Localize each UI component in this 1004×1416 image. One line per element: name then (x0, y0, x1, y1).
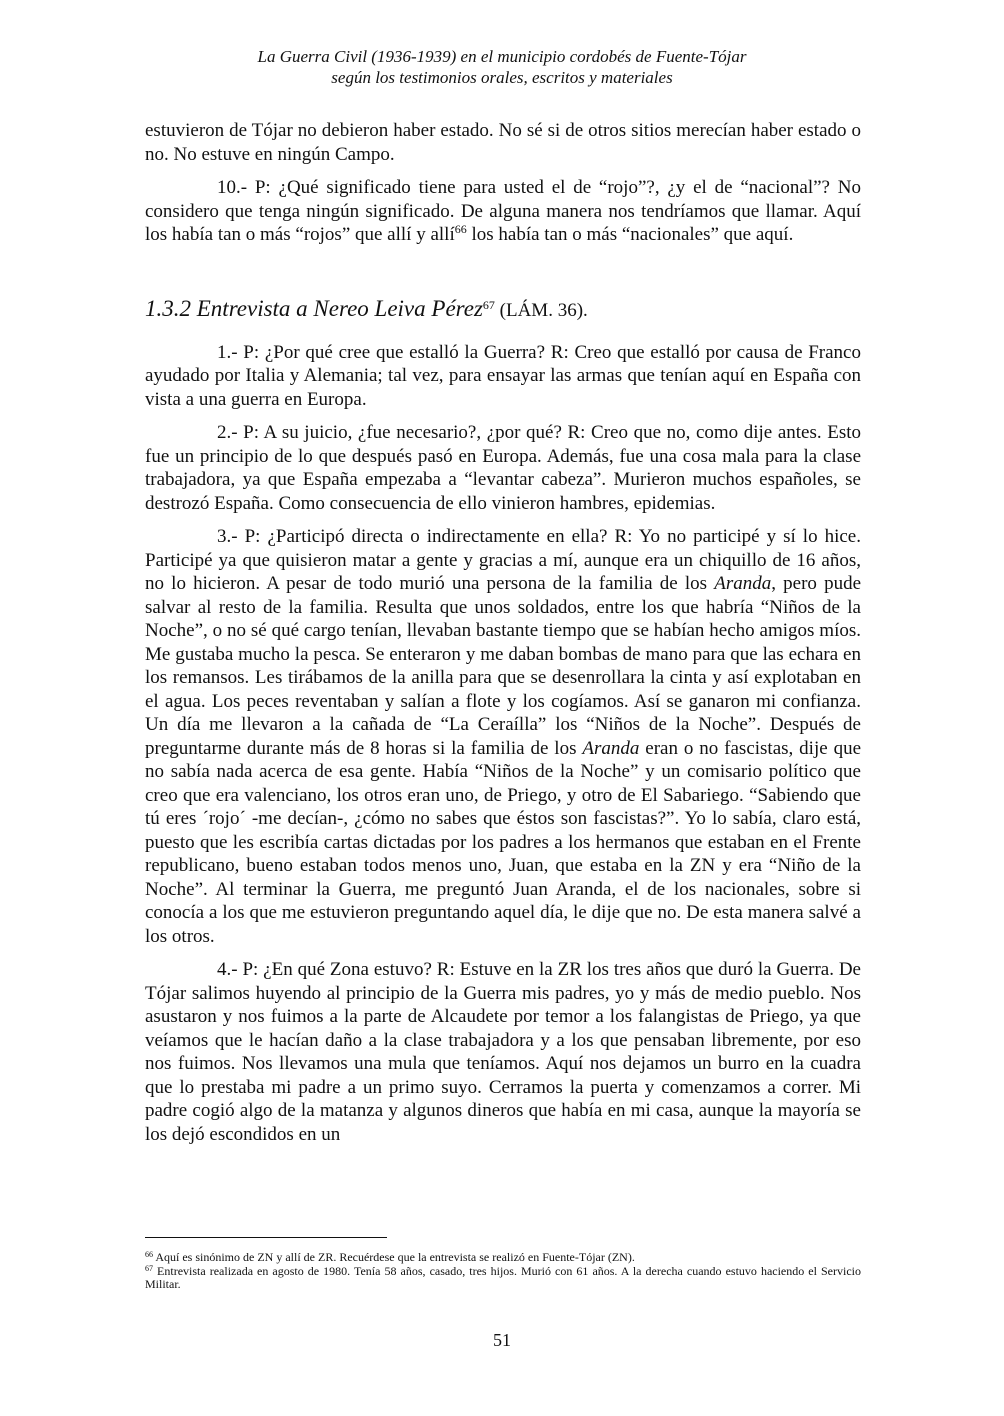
answer-3-text-a: 3.- P: ¿Participó directa o indirectamente en ella? R: Yo no participé y sí lo hice. Participé ya que quisieron matar a gente y gracias a mí, aunque era un chiquillo de 16 años, no lo hicieron. A pesar de todo murió una persona de la familia de los (145, 526, 861, 594)
answer-3 (145, 525, 861, 948)
footnote-66 (145, 1251, 861, 1265)
section-plate-ref: (LÁM. 36). (494, 299, 588, 321)
answer-4: 4.- P: ¿En qué Zona estuvo? R: Estuve en la ZR los tres años que duró la Guerra. De Tójar salimos huyendo al principio de la Guerra mis padres, yo y más de medio pueblo. Nos asustaron y nos fuimos a la parte de Alcaudete por temor a los falangistas de Priego, ya que veíamos que le hacían daño a la clase trabajadora y a los que pensaban libremente, por eso nos fuimos. Nos llevamos una mula que teníamos. Aquí nos dejamos un burro en la cuadra que lo prestaba mi padre a un primo suyo. Cerramos la puerta y comenzamos a correr. Mi padre cogió algo de la matanza y algunos dineros que había en mi casa, aunque la mayoría se los dejó escondidos en un (145, 959, 861, 1145)
footnote-66-number: 66 (145, 1250, 153, 1259)
footnote-67 (145, 1265, 861, 1292)
answer-3-italic-1: Aranda (714, 573, 772, 594)
answer-1: 1.- P: ¿Por qué cree que estalló la Guerra? R: Creo que estalló por causa de Franco ayudado por Italia y Alemania; tal vez, para ensayar las armas que tenían aquí en España con vista a una guerra en Europa. (145, 341, 861, 410)
running-header-line-2: según los testimonios orales, escritos y materiales (331, 68, 673, 87)
answer-3-text-b: , pero pude salvar al resto de la familia. Resulta que unos soldados, entre los que habría “Niños de la Noche”, o no sé qué cargo tenían, llevaban bastante tiempo que se habían hecho amigos míos. Me gustaba mucho la pesca. Se enteraron y me daban bombas de mano para que las echara en los remansos. Les tirábamos de la anilla para que se desenrollara la cinta y así explotaban en el agua. Los peces reventaban y salían a flote y los cogíamos. Así se ganaron mi confianza. Un día me llevaron a la cañada de “La Ceraílla” los “Niños de la Noche”. Después de preguntarme durante más de 8 horas si la familia de los (145, 573, 862, 759)
footnotes (145, 1251, 861, 1292)
answer-10-text-b: los había tan o más “nacionales” que aquí. (466, 224, 794, 245)
answer-10-text-a: 10.- P: ¿Qué significado tiene para usted el de “rojo”?, ¿y el de “nacional”? No considero que tenga ningún significado. De alguna manera nos tendríamos que llamar. Aquí los había tan o más “rojos” que allí y allí (145, 177, 861, 245)
answer-10 (145, 176, 861, 247)
footnote-67-text: Entrevista realizada en agosto de 1980. Tenía 58 años, casado, tres hijos. Murió con 61 años. A la derecha cuando estuvo haciendo el Servicio Militar. (145, 1263, 861, 1291)
running-header-line-1: La Guerra Civil (1936-1939) en el municipio cordobés de Fuente-Tójar (257, 47, 747, 66)
answer-3-text-c: eran o no fascistas, dije que no sabía nada acerca de esa gente. Había “Niños de la Noche” y un comisario político que creo que era valenciano, los otros eran uno, de Priego, y otro de El Sabariego. “Sabiendo que tú eres ´rojo´ -me decían-, ¿cómo no sabes que éstos son fascistas?”. Yo lo sabía, claro está, puesto que les escribía cartas dictadas por los padres a los hermanos que estaban en el Frente republicano, bueno estaban todos menos uno, Juan, que estaba en la ZN y era “Niño de la Noche”. Al terminar la Guerra, me preguntó Juan Aranda, el de los nacionales, sobre si conocía a los que me estuvieron preguntando aquel día, le dije que no. De esta manera salvé a los otros. (145, 737, 862, 947)
footnote-ref-67[interactable]: 67 (482, 297, 495, 312)
footnote-separator (145, 1237, 387, 1238)
answer-3-italic-2: Aranda (582, 737, 640, 759)
page-body (145, 119, 861, 1146)
section-title: 1.3.2 Entrevista a Nereo Leiva Pérez (145, 295, 483, 321)
footnote-ref-66[interactable]: 66 (454, 222, 467, 236)
running-header (100, 46, 904, 88)
footnote-67-number: 67 (145, 1263, 153, 1273)
footnote-66-text: Aquí es sinónimo de ZN y allí de ZR. Recuérdese que la entrevista se realizó en Fuente-Tójar (ZN). (153, 1250, 635, 1264)
page-number: 51 (493, 1330, 511, 1350)
paragraph-continuation: estuvieron de Tójar no debieron haber estado. No sé si de otros sitios merecían haber estado o no. No estuve en ningún Campo. (145, 120, 861, 165)
answer-2: 2.- P: A su juicio, ¿fue necesario?, ¿por qué? R: Creo que no, como dije antes. Esto fue un principio de lo que después pasó en Europa. Además, fue una cosa mala para la clase trabajadora, ya que España empezaba a “levantar cabeza”. Murieron muchos españoles, se destrozó España. Como consecuencia de ello vinieron hambres, epidemias. (145, 422, 861, 514)
section-heading (145, 295, 861, 325)
